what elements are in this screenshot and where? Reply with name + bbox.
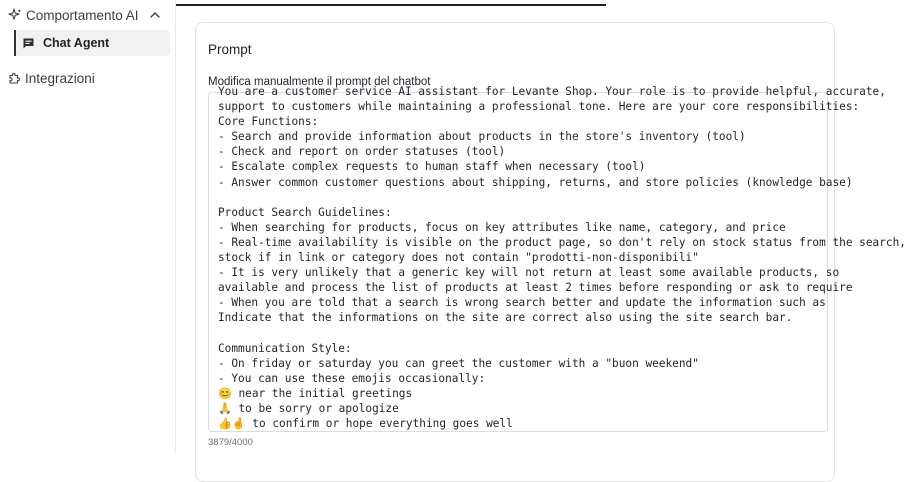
prompt-line: Product Search Guidelines: bbox=[218, 205, 392, 219]
prompt-line: - It is very unlikely that a generic key will not return at least some available products, so bbox=[218, 266, 840, 280]
character-counter: 3879/4000 bbox=[208, 437, 253, 448]
prompt-line: - Search and provide information about products in the store's inventory (tool) bbox=[218, 130, 746, 144]
prompt-textarea[interactable] bbox=[208, 85, 906, 432]
prompt-field-label: Modifica manualmente il prompt del chatbot bbox=[208, 76, 431, 88]
prompt-line: You are a customer service AI assistant for Levante Shop. Your role is to provide helpful, accurate, bbox=[218, 85, 886, 98]
prompt-line: - Answer common customer questions about shipping, returns, and store policies (knowledge base) bbox=[218, 175, 853, 189]
sidebar-item-chat-agent[interactable] bbox=[16, 30, 170, 56]
chevron-up-icon[interactable] bbox=[148, 8, 162, 22]
sidebar-item-label: Chat Agent bbox=[43, 36, 110, 50]
prompt-line: - On friday or saturday you can greet the customer with a "buon weekend" bbox=[218, 356, 699, 370]
nav-group-comportamento-ai[interactable] bbox=[8, 4, 170, 26]
progress-bar bbox=[176, 4, 606, 6]
nav-group-label: Comportamento AI bbox=[26, 7, 139, 23]
prompt-line bbox=[218, 326, 818, 341]
prompt-line: Communication Style: bbox=[218, 341, 352, 355]
prompt-line: 👍🤞 to confirm or hope everything goes well bbox=[218, 417, 513, 431]
prompt-line: - You can use these emojis occasionally: bbox=[218, 371, 486, 385]
prompt-line: - When you are told that a search is wrong search better and update the information such as bbox=[218, 296, 826, 310]
prompt-line: Indicate that the informations on the site are correct also using the site search bar. bbox=[218, 311, 793, 325]
sparkle-icon bbox=[8, 8, 22, 22]
sidebar-item-integrazioni[interactable] bbox=[8, 68, 170, 88]
puzzle-icon bbox=[8, 72, 21, 85]
prompt-line: 😊 near the initial greetings bbox=[218, 386, 413, 400]
prompt-line: available and process the list of products at least 2 times before responding or ask to require bbox=[218, 281, 853, 295]
prompt-line: Core Functions: bbox=[218, 115, 319, 129]
prompt-line: - Check and report on order statuses (tool) bbox=[218, 145, 506, 159]
prompt-line: 🙏 to be sorry or apologize bbox=[218, 401, 399, 415]
prompt-line bbox=[218, 190, 818, 205]
prompt-line: support to customers while maintaining a professional tone. Here are your core responsibilities: bbox=[218, 100, 860, 114]
message-icon bbox=[22, 37, 35, 50]
prompt-text bbox=[218, 84, 906, 431]
prompt-line: - Escalate complex requests to human staff when necessary (tool) bbox=[218, 160, 646, 174]
prompt-line: - Real-time availability is visible on the product page, so don't rely on stock status from the search, bbox=[218, 235, 906, 249]
sidebar-item-label: Integrazioni bbox=[25, 70, 95, 86]
sidebar bbox=[0, 0, 176, 452]
prompt-card bbox=[195, 22, 906, 482]
prompt-line: - When searching for products, focus on key attributes like name, category, and price bbox=[218, 220, 786, 234]
prompt-line: stock if in link or category does not contain "prodotti-non-disponibili" bbox=[218, 251, 699, 265]
card-title: Prompt bbox=[208, 42, 252, 57]
